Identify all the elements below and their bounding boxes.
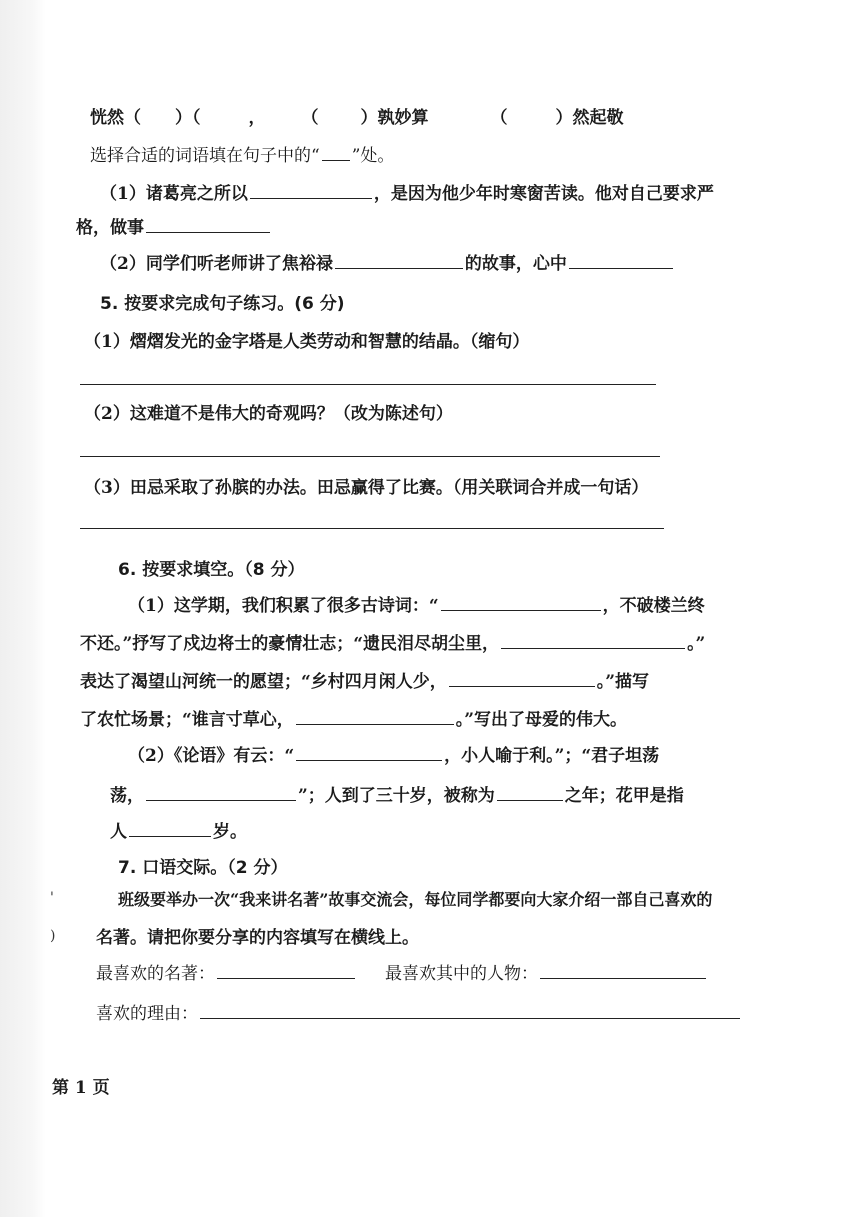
q6-l5-text-pre: （2）《论语》有云：“ bbox=[128, 746, 295, 766]
idiom-text-5: ）孰妙算 bbox=[360, 108, 429, 128]
q7-title: 7. 口语交际。（2 分） bbox=[118, 858, 288, 878]
idiom-row bbox=[90, 106, 624, 130]
character-blank[interactable] bbox=[540, 960, 706, 979]
q6-l7-text-pre: 人 bbox=[110, 822, 127, 842]
q7-paragraph-2: 名著。请把你要分享的内容填写在横线上。 bbox=[96, 928, 419, 948]
q7-book-row bbox=[96, 960, 708, 986]
q4-sentence-1-cont bbox=[76, 214, 272, 240]
reason-blank[interactable] bbox=[200, 1000, 740, 1019]
s1-text-cont: 格，做事 bbox=[76, 218, 144, 238]
q6-l7-blank[interactable] bbox=[129, 818, 211, 837]
instruction-text-post: ”处。 bbox=[351, 146, 395, 166]
q5-answer-line-2[interactable] bbox=[80, 456, 660, 457]
s1-text-post: ，是因为他少年时寒窗苦读。他对自己要求严 bbox=[373, 184, 714, 204]
q5-item-3: （3）田忌采取了孙膑的办法。田忌赢得了比赛。（用关联词合并成一句话） bbox=[84, 478, 649, 498]
reason-label: 喜欢的理由： bbox=[96, 1004, 198, 1024]
q6-line-6 bbox=[110, 782, 684, 808]
character-label: 最喜欢其中的人物： bbox=[385, 964, 538, 984]
q6-title: 6. 按要求填空。（8 分） bbox=[118, 560, 305, 580]
q7-reason-row bbox=[96, 1000, 742, 1026]
q6-l3-text-post: 。”描写 bbox=[596, 672, 650, 692]
s1-text-pre: （1）诸葛亮之所以 bbox=[100, 184, 248, 204]
q6-l2-text-post: 。” bbox=[687, 634, 706, 654]
q6-l5-blank[interactable] bbox=[296, 742, 442, 761]
q5-answer-line-1[interactable] bbox=[80, 384, 656, 385]
scan-page-edge bbox=[0, 0, 46, 1217]
q4-sentence-2 bbox=[100, 250, 675, 276]
q4-instruction bbox=[90, 142, 394, 168]
q5-item-1: （1）熠熠发光的金字塔是人类劳动和智慧的结晶。（缩句） bbox=[84, 332, 530, 352]
instruction-text-pre: 选择合适的词语填在句子中的“ bbox=[90, 146, 320, 166]
q6-l6-blank-1[interactable] bbox=[146, 782, 296, 801]
s2-text-pre: （2）同学们听老师讲了焦裕禄 bbox=[100, 254, 333, 274]
idiom-text-3: ， bbox=[248, 108, 266, 128]
q6-line-3 bbox=[80, 668, 649, 694]
q6-l1-blank[interactable] bbox=[441, 592, 601, 611]
q7-paragraph-1: 班级要举办一次“我来讲名著”故事交流会，每位同学都要向大家介绍一部自己喜欢的 bbox=[118, 890, 713, 909]
q5-item-2: （2）这难道不是伟大的奇观吗？（改为陈述句） bbox=[84, 404, 453, 424]
q6-line-7 bbox=[110, 818, 247, 844]
q6-line-5 bbox=[128, 742, 659, 768]
s2-text-mid: 的故事，心中 bbox=[464, 254, 567, 274]
q6-l2-text-pre: 不还。”抒写了戍边将士的豪情壮志；“遗民泪尽胡尘里， bbox=[80, 634, 500, 654]
q6-line-1 bbox=[128, 592, 705, 618]
idiom-text-4: （ bbox=[301, 108, 319, 128]
q6-l4-text-pre: 了农忙场景；“谁言寸草心， bbox=[80, 710, 294, 730]
idiom-text-7: ）然起敬 bbox=[555, 108, 624, 128]
s2-blank-1[interactable] bbox=[335, 250, 463, 269]
q6-l7-text-post: 岁。 bbox=[213, 822, 247, 842]
s1-blank-2[interactable] bbox=[146, 214, 270, 233]
idiom-text-6: （ bbox=[490, 108, 508, 128]
idiom-text-1: 恍然（ bbox=[90, 108, 141, 128]
q6-line-4 bbox=[80, 706, 627, 732]
q6-l3-text-pre: 表达了渴望山河统一的愿望；“乡村四月闲人少， bbox=[80, 672, 447, 692]
q6-l6-text-pre: 荡， bbox=[110, 786, 144, 806]
q6-l4-text-post: 。”写出了母爱的伟大。 bbox=[455, 710, 628, 730]
q6-l6-blank-2[interactable] bbox=[497, 782, 563, 801]
page-number: 第 1 页 bbox=[52, 1078, 110, 1098]
q6-l1-text-pre: （1）这学期，我们积累了很多古诗词：“ bbox=[128, 596, 439, 616]
q6-l1-text-post: ，不破楼兰终 bbox=[602, 596, 705, 616]
q6-l6-text-mid: ”；人到了三十岁，被称为 bbox=[298, 786, 495, 806]
q6-l3-blank[interactable] bbox=[449, 668, 595, 687]
q6-l2-blank[interactable] bbox=[501, 630, 685, 649]
q6-l6-text-post: 之年；花甲是指 bbox=[564, 786, 684, 806]
instruction-blank bbox=[322, 142, 350, 161]
q5-title: 5. 按要求完成句子练习。(6 分) bbox=[100, 294, 345, 314]
q4-sentence-1 bbox=[100, 180, 714, 206]
book-label: 最喜欢的名著： bbox=[96, 964, 215, 984]
q5-answer-line-3[interactable] bbox=[80, 528, 664, 529]
scan-margin-mark-2: ) bbox=[50, 928, 56, 944]
idiom-text-2: ）（ bbox=[175, 108, 201, 128]
scan-margin-mark-1: ' bbox=[50, 890, 54, 906]
s1-blank-1[interactable] bbox=[250, 180, 372, 199]
q6-l5-text-post: ，小人喻于利。”；“君子坦荡 bbox=[444, 746, 660, 766]
q6-line-2 bbox=[80, 630, 705, 656]
q6-l4-blank[interactable] bbox=[296, 706, 454, 725]
s2-blank-2[interactable] bbox=[569, 250, 673, 269]
book-blank[interactable] bbox=[217, 960, 355, 979]
